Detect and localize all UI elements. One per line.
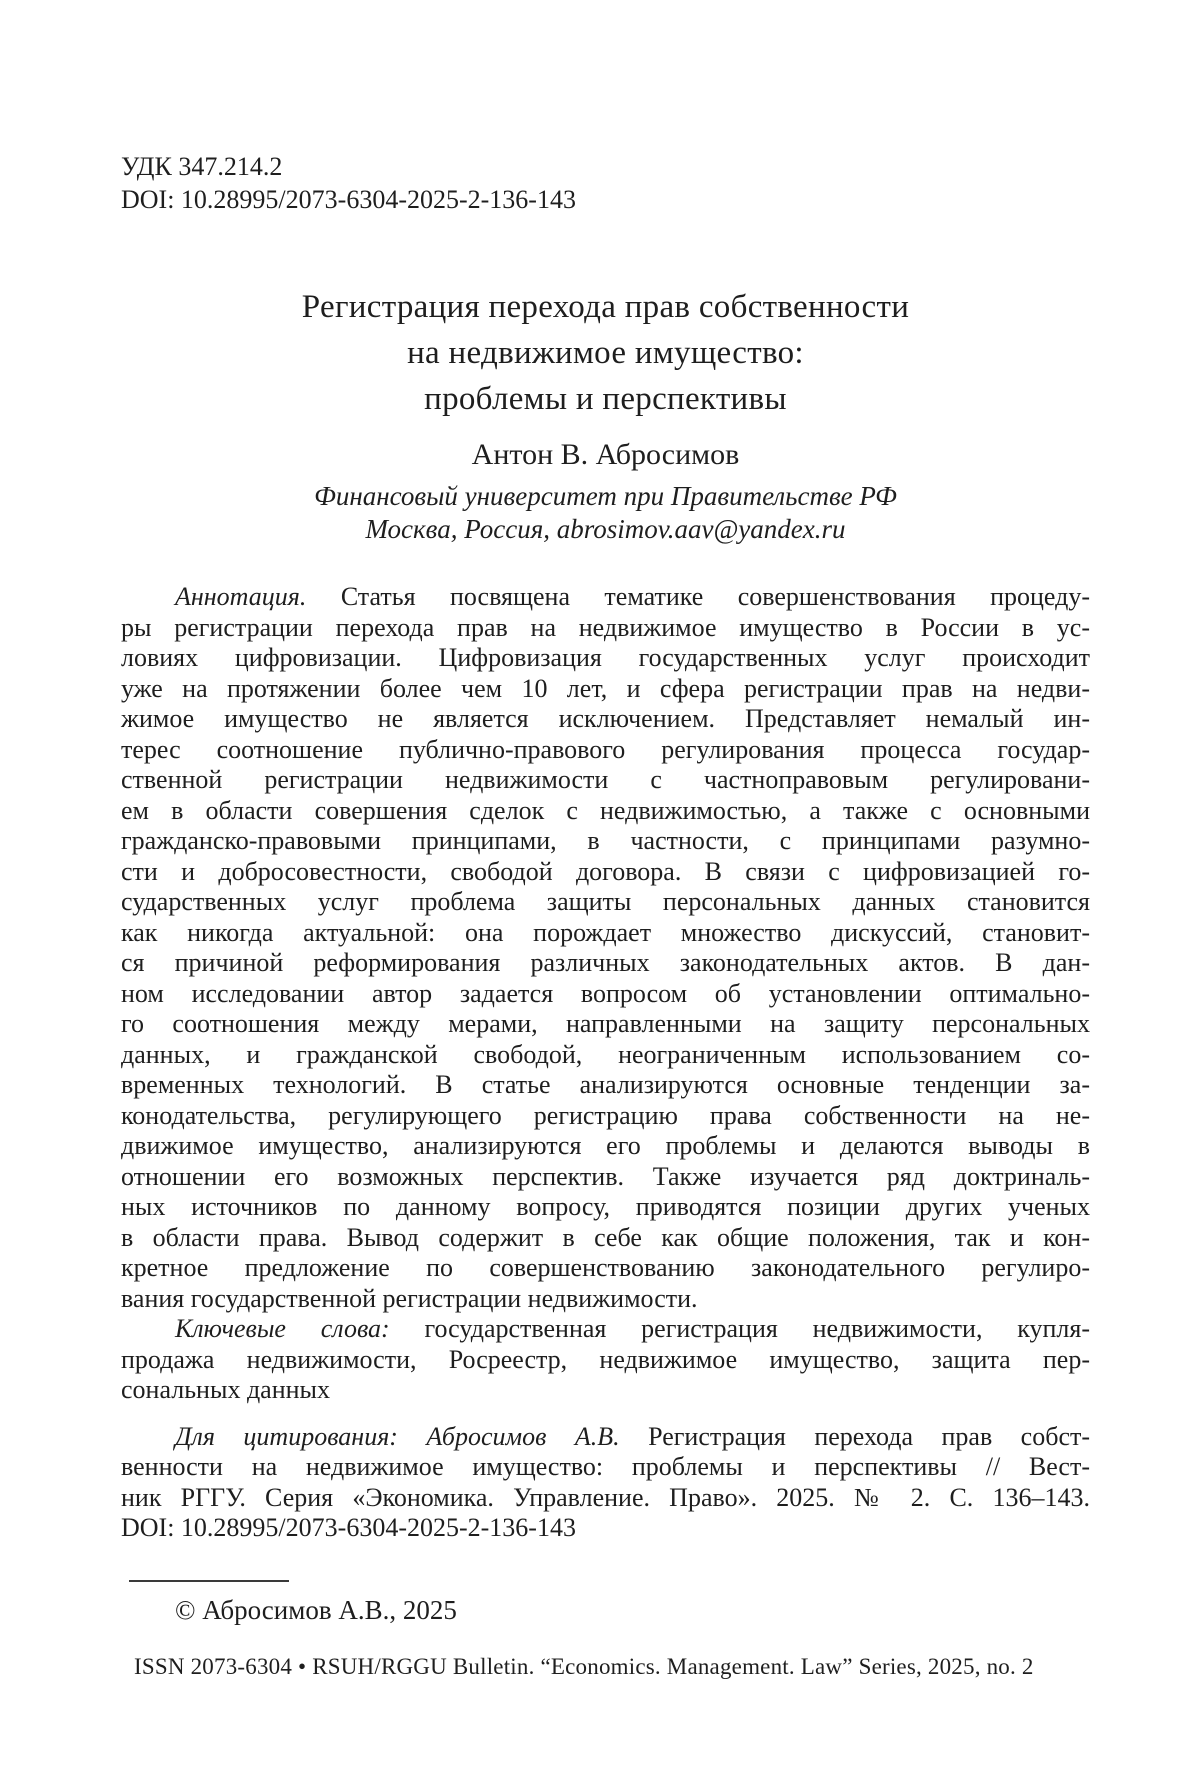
issn-footer-line: ISSN 2073-6304 • RSUH/RGGU Bulletin. “Economics. Management. Law” Series, 2025, no. 2 xyxy=(134,1653,1034,1679)
citation-text: Регистрация перехода прав собст- xyxy=(648,1421,1091,1451)
abstract-line: сударственных услуг проблема защиты персональных данных становится xyxy=(121,887,1090,916)
affiliation-organization: Финансовый университет при Правительстве РФ xyxy=(314,481,897,511)
article-meta xyxy=(121,150,1090,216)
abstract-line: ры регистрации перехода прав на недвижимое имущество в России в ус- xyxy=(121,612,1090,642)
abstract-line: ных источников по данному вопросу, приводятся позиции других ученых xyxy=(121,1192,1090,1221)
abstract-line: как никогда актуальной: она порождает множество дискуссий, становит- xyxy=(121,917,1090,947)
abstract-line: ловиях цифровизации. Цифровизация государственных услуг происходит xyxy=(121,643,1090,672)
page-content xyxy=(121,0,1090,1681)
keywords-line: продажа недвижимости, Росреестр, недвижимое имущество, защита пер- xyxy=(121,1344,1090,1374)
citation-line xyxy=(121,1422,1090,1453)
abstract-line: отношении его возможных перспектив. Также изучается ряд доктриналь- xyxy=(121,1161,1090,1191)
article-title-line: проблемы и перспективы xyxy=(424,381,787,417)
abstract-line: сти и добросовестности, свободой договора. В связи с цифровизацией го- xyxy=(121,856,1090,886)
keywords-label: Ключевые слова: xyxy=(175,1314,390,1343)
abstract-line: уже на протяжении более чем 10 лет, и сфера регистрации прав на недви- xyxy=(121,673,1090,703)
article-title-line: на недвижимое имущество: xyxy=(407,335,804,371)
abstract-line: вания государственной регистрации недвижимости. xyxy=(121,1283,698,1313)
abstract-line: конодательства, регулирующего регистрацию права собственности на не- xyxy=(121,1100,1090,1130)
abstract-line: жимое имущество не является исключением. Представляет немалый ин- xyxy=(121,704,1090,733)
copyright-note: © Абросимов А.В., 2025 xyxy=(175,1594,457,1625)
article-title-line: Регистрация перехода прав собственности xyxy=(301,289,910,325)
article-title xyxy=(121,284,1090,422)
abstract-line: кретное предложение по совершенствованию законодательного регулиро- xyxy=(121,1253,1090,1282)
author-name: Антон В. Абросимов xyxy=(471,438,740,471)
citation-line: DOI: 10.28995/2073-6304-2025-2-136-143 xyxy=(121,1513,576,1542)
abstract-line: го соотношения между мерами, направленными на защиту персональных xyxy=(121,1009,1090,1038)
abstract-line: ственной регистрации недвижимости с частноправовым регулировани- xyxy=(121,765,1090,794)
abstract-line: движимое имущество, анализируются его проблемы и делаются выводы в xyxy=(121,1131,1090,1160)
udc-line: УДК 347.214.2 xyxy=(121,152,283,181)
abstract-line: временных технологий. В статье анализируются основные тенденции за- xyxy=(121,1070,1090,1099)
citation-line: ник РГГУ. Серия «Экономика. Управление. Право». 2025. № 2. С. 136–143. xyxy=(121,1482,1090,1512)
doi-line: DOI: 10.28995/2073-6304-2025-2-136-143 xyxy=(121,185,576,214)
citation-line: венности на недвижимое имущество: проблемы и перспективы // Вест- xyxy=(121,1452,1090,1481)
abstract-line: ном исследовании автор задается вопросом об установлении оптимально- xyxy=(121,978,1090,1008)
citation-label: Для цитирования: xyxy=(175,1421,398,1451)
abstract-paragraph xyxy=(121,582,1090,1314)
abstract-line: гражданско-правовыми принципами, в частности, с принципами разумно- xyxy=(121,826,1090,855)
abstract-text: Статья посвящена тематике совершенствования процеду- xyxy=(340,582,1091,611)
abstract-line: в области права. Вывод содержит в себе как общие положения, так и кон- xyxy=(121,1222,1090,1252)
affiliation-location-email: Москва, Россия, abrosimov.aav@yandex.ru xyxy=(365,514,846,544)
footnote-rule xyxy=(129,1580,289,1582)
abstract-line: данных, и гражданской свободой, неограниченным использованием со- xyxy=(121,1039,1090,1069)
abstract-line: терес соотношение публично-правового регулирования процесса государ- xyxy=(121,734,1090,764)
abstract-line: ем в области совершения сделок с недвижимостью, а также с основными xyxy=(121,795,1090,825)
keywords-line xyxy=(121,1314,1090,1345)
citation-paragraph xyxy=(121,1422,1090,1544)
keywords-text: государственная регистрация недвижимости, купля- xyxy=(424,1314,1090,1343)
abstract-line: ся причиной реформирования различных законодательных актов. В дан- xyxy=(121,948,1090,977)
citation-author: Абросимов А.В. xyxy=(426,1421,620,1451)
abstract-line xyxy=(121,582,1090,613)
abstract-label: Аннотация. xyxy=(175,582,307,611)
keywords-line: сональных данных xyxy=(121,1375,331,1404)
keywords-paragraph xyxy=(121,1314,1090,1406)
author-affiliation xyxy=(121,480,1090,546)
